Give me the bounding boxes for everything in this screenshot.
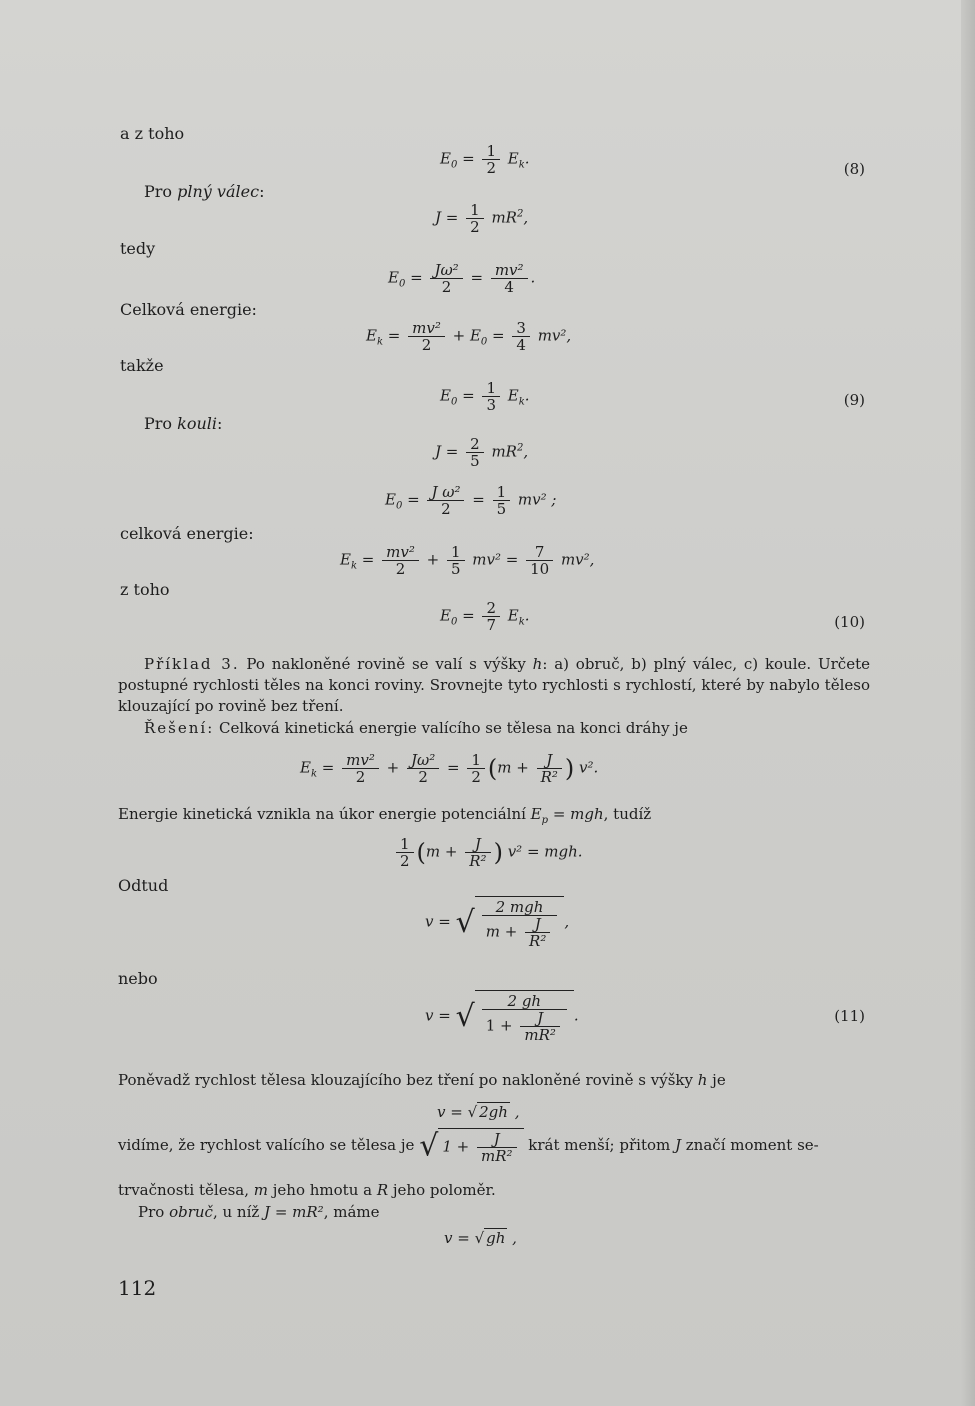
eq-e0-third: $E_0$ = $\frac{1}{3}$ $E_k$. [440,379,530,414]
page-edge [961,0,975,1406]
ponevadz-paragraph: Poněvadž rychlost tělesa klouzajícího bez tření po nakloněné rovině s výšky h je [118,1071,726,1089]
label-z-toho: z toho [120,580,170,599]
eq-v-sqrt-2: v = √ 2 gh 1 + $\frac{J}{\text{mR²}}$ . [425,992,579,1044]
eq-number-11: (11) [834,1007,865,1025]
label-odtud: Odtud [118,876,169,895]
eq-ek-general: $E_k$ = $\frac{\text{mv²}}{2}$ + $\frac{\text{Jω²}}{2}$ = $\frac{1}{2}$ (m + $\frac{J}{\text{R²}}$ ) v². [300,751,599,786]
eq-ek-total-koule: $E_k$ = $\frac{\text{mv²}}{2}$ + $\frac{1}{5}$ mv² = $\frac{7}{10}$ mv², [340,543,595,578]
label-celkova-energie-2: celková energie: [120,524,254,543]
eq-e0-two-sevenths: $E_0$ = $\frac{2}{7}$ $E_k$. [440,599,530,634]
solution-paragraph: Řešení: Celková kinetická energie valícího se tělesa na konci dráhy je [144,719,688,737]
eq-j-two-fifths: J = $\frac{2}{5}$ $mR^2$, [435,435,529,470]
eq-number-9: (9) [843,391,865,409]
eq-v-sqrt-2gh: v = √ 2gh , [437,1103,520,1121]
page-number: 112 [118,1276,157,1300]
label-pro-plny-valec: Pro plný válec: [144,182,265,201]
trvacnosti-paragraph: trvačnosti tělesa, m jeho hmotu a R jeho poloměr. [118,1181,496,1199]
label-a-z-toho: a z toho [120,124,185,143]
eq-v-sqrt-1: v = √ 2 mgh m + $\frac{J}{\text{R²}}$ , [425,898,570,950]
label-takze: takže [120,356,164,375]
label-celkova-energie: Celková energie: [120,300,257,319]
label-tedy: tedy [120,239,156,258]
energy-paragraph: Energie kinetická vznikla na úkor energie potenciální $E_p$ = mgh, tudíž [118,805,652,826]
eq-e0-koule: $E_0$ = $\frac{\text{J ω²}}{2}$ = $\frac{1}{5}$ mv² ; [385,483,557,518]
eq-number-8: (8) [843,160,865,178]
eq-j-half: J = $\frac{1}{2}$ $mR^2$, [435,201,529,236]
label-nebo: nebo [118,969,158,988]
pro-obruc-paragraph: Pro obruč, u níž J = mR², máme [138,1203,380,1221]
eq-e0-jw2: $E_0$ = $\frac{\text{Jω²}}{2}$ = $\frac{\text{mv²}}{4}$ . [388,261,536,296]
label-pro-kouli: Pro kouli: [144,414,223,433]
eq-ek-total-valec: $E_k$ = $\frac{\text{mv²}}{2}$ + $E_0$ = $\frac{3}{4}$ mv², [366,319,572,354]
example-paragraph: Příklad 3. Po nakloněné rovině se valí s výšky h: a) obruč, b) plný válec, c) koule. Určete postupné rychlosti těles na konci roviny. Srovnejte tyto rychlosti s rychlostí, které by nabylo těleso klouzající po rovině bez tření. [118,655,870,715]
eq-half-mgh: $\frac{1}{2}$ (m + $\frac{J}{\text{R²}}$ ) v² = mgh. [393,836,583,869]
eq-v-sqrt-gh: v = √ gh , [444,1229,517,1247]
eq-e0-half: $E_0$ = $\frac{1}{2}$ $E_k$. [440,142,530,177]
eq-number-10: (10) [834,613,865,631]
eq-sqrt-factor: √ 1 + $\frac{J}{\text{mR²}}$ [419,1136,523,1154]
vidime-paragraph: vidíme, že rychlost valícího se tělesa je √ 1 + $\frac{J}{\text{mR²}}$ krát menší; přitom J značí moment se- [118,1128,819,1165]
